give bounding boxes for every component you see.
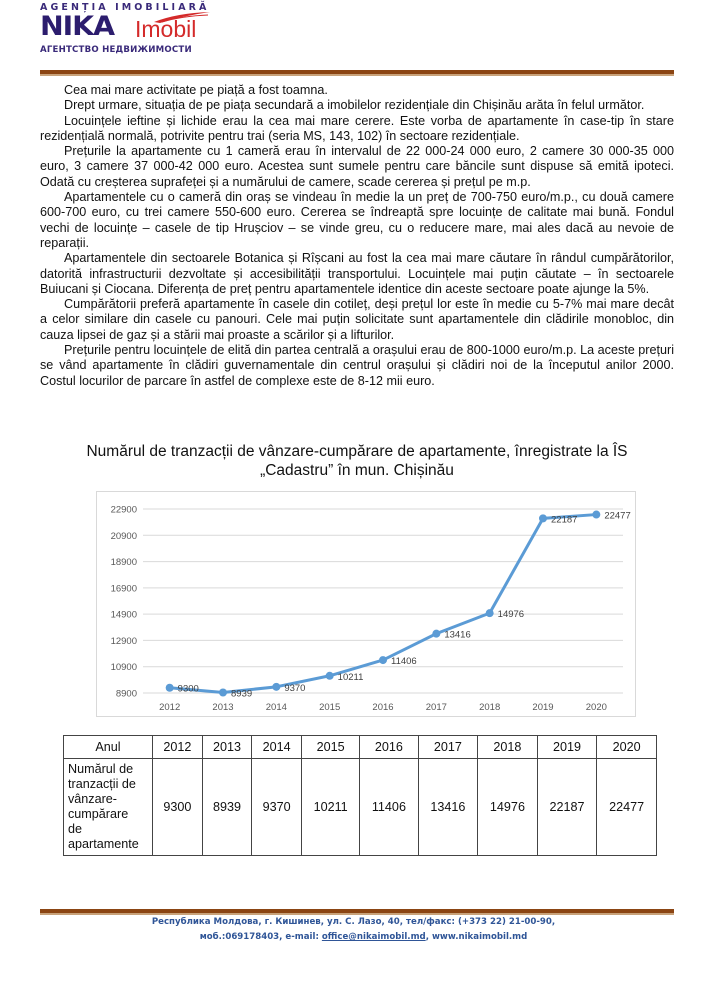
table-header-year: 2017 [418,736,478,759]
article-body [40,83,674,389]
logo-brand: NIKA [40,11,114,42]
logo-tagline-ro: AGENȚIA IMOBILIARĂ [40,2,210,13]
footer-contact-line [0,930,707,945]
company-logo [40,2,240,55]
row-label-line: tranzacții de [68,777,136,791]
table-header-year: 2019 [537,736,597,759]
data-point [539,514,547,522]
y-tick-label: 8900 [115,688,137,700]
footer-address: Республика Молдова, г. Кишинев, ул. С. Лазо, 40, тел/факс: (+373 22) 21-00-90, [151,917,556,927]
table-cell: 8939 [202,759,252,856]
email-link[interactable]: office@nikaimobil.md [321,932,426,942]
table-cell: 11406 [360,759,418,856]
logo-tagline-ru: АГЕНТСТВО НЕДВИЖИМОСТИ [40,45,192,55]
x-tick-label: 2016 [372,702,394,713]
y-tick-label: 10900 [110,662,137,674]
table-header-year: 2013 [202,736,252,759]
data-point [326,672,334,680]
y-tick-label: 14900 [110,609,137,621]
table-cell: 13416 [418,759,478,856]
table-cell: 9370 [252,759,302,856]
row-label-line: Numărul de [68,762,134,776]
data-point [272,683,280,691]
table-header-year: 2015 [302,736,360,759]
y-tick-label: 16900 [110,583,137,595]
paragraph: Prețurile la apartamente cu 1 cameră erau în intervalul de 22 000-24 000 euro, 2 camere 30 000-35 000 euro, 3 camere 37 000-42 000 euro. Acestea sunt sumele pentru care băncile sunt dispuse să emită ipoteci. Odată cu creșterea suprafeței și a numărului de camere, scade cererea și prețul pe m.p. [40,144,674,189]
x-tick-label: 2019 [532,702,554,713]
row-label-line: cumpărare [68,807,129,821]
chart-title [40,442,674,480]
footer-contacts [0,915,707,945]
table-header-year: 2016 [360,736,418,759]
row-label-line: vânzare- [68,792,117,806]
data-point [219,688,227,696]
paragraph: Apartamentele cu o cameră din oraș se vindeau în medie la un preț de 700-750 euro/m.p., cu două camere 600-700 euro, cu trei camere 550-600 euro. Cererea se îndreaptă spre locuințe de calitate mai bună. Fondul vechi de locuințe – casele de tip Hrușciov – se vinde greu, cu o reducere mare, mai ales dacă au nevoie de reparații. [40,190,674,250]
logo-brand-suffix: Imobil [135,16,197,42]
table-header-year-label: Anul [64,736,153,759]
transactions-table [63,735,657,856]
chart-canvas [97,492,635,716]
x-tick-label: 2013 [212,702,234,713]
x-tick-label: 2014 [265,702,287,713]
data-point [432,630,440,638]
data-label: 9300 [177,683,199,695]
data-point [379,656,387,664]
paragraph: Cea mai mare activitate pe piață a fost toamna. [64,83,328,97]
table-cell: 22477 [597,759,657,856]
row-label-line: apartamente [68,837,139,851]
paragraph: Apartamentele din sectoarele Botanica și Rîșcani au fost la cea mai mare căutare în rândul cumpărătorilor, datorită infrastructurii dezvoltate și accesibilității transportului. Locuințele mai puțin căutate – în sectoarele Buiucani și Ciocana. Diferența de preț pentru apartamentele identice din aceste sectoare poate ajunge la 5%. [40,251,674,296]
x-tick-label: 2020 [585,702,607,713]
website-link[interactable]: www.nikaimobil.md [431,932,528,942]
row-label-line: de [68,822,83,836]
data-label: 13416 [444,629,471,641]
paragraph: Prețurile pentru locuințele de elită din partea centrală a orașului erau de 800-1000 euro/m.p. La aceste prețuri se vând apartamente în clădiri guvernamentale din centrul orașului și clădiri noi de la începutul anilor 2000. Costul locurilor de parcare în astfel de complexe este de 8-12 mii euro. [40,343,674,388]
y-tick-label: 18900 [110,557,137,569]
data-label: 9370 [284,682,306,694]
x-tick-label: 2018 [479,702,501,713]
table-cell: 22187 [537,759,597,856]
table-cell: 10211 [302,759,360,856]
chart-title-line1: Numărul de tranzacții de vânzare-cumpărare de apartamente, înregistrate la ÎS [86,443,628,460]
table-header-year: 2018 [478,736,538,759]
table-row [64,759,657,856]
x-tick-label: 2017 [425,702,447,713]
data-label: 11406 [391,656,417,668]
table-row-label [64,759,153,856]
table-header-row [64,736,657,759]
paragraph: Drept urmare, situația de pe piața secundară a imobilelor rezidențiale din Chișinău arăta în felul următor. [64,98,645,113]
table-header-year: 2012 [153,736,203,759]
table-header-year: 2014 [252,736,302,759]
y-tick-label: 22900 [110,504,137,516]
x-tick-label: 2012 [159,702,181,713]
table-header-year: 2020 [597,736,657,759]
y-tick-label: 12900 [110,635,137,647]
x-tick-label: 2015 [319,702,341,713]
data-point [486,609,494,617]
y-tick-label: 20900 [110,530,137,542]
table-cell: 14976 [478,759,538,856]
chart-title-line2: „Cadastru” în mun. Chișinău [260,462,454,479]
series-line [170,515,597,693]
data-label: 22477 [604,510,631,522]
data-label: 22187 [551,514,578,526]
paragraph: Locuințele ieftine și lichide erau la cea mai mare cerere. Este vorba de apartamente în case-tip în stare rezidențială normală, potrivite pentru trai (seria MS, 143, 102) în sectoare rezidențiale. [40,113,674,143]
data-label: 14976 [497,609,525,621]
line-chart [96,491,636,717]
data-point [166,684,174,692]
separator: , [425,932,432,942]
data-label: 10211 [337,671,364,683]
data-point [592,511,600,519]
table-cell: 9300 [153,759,203,856]
paragraph: Cumpărătorii preferă apartamente în casele din cotileț, deși prețul lor este în medie cu 5-7% mai mare decât a celor similare din casele cu panouri. Cele mai puțin solicitate sunt apartamentele din clădirile monobloc, din cauza lipsei de gaz și a stării mai proaste a scărilor și a lifturilor. [40,297,674,342]
header-divider [40,70,674,76]
data-label: 8939 [231,688,253,700]
footer-phone: моб.:069178403, e-mail: [199,932,322,942]
